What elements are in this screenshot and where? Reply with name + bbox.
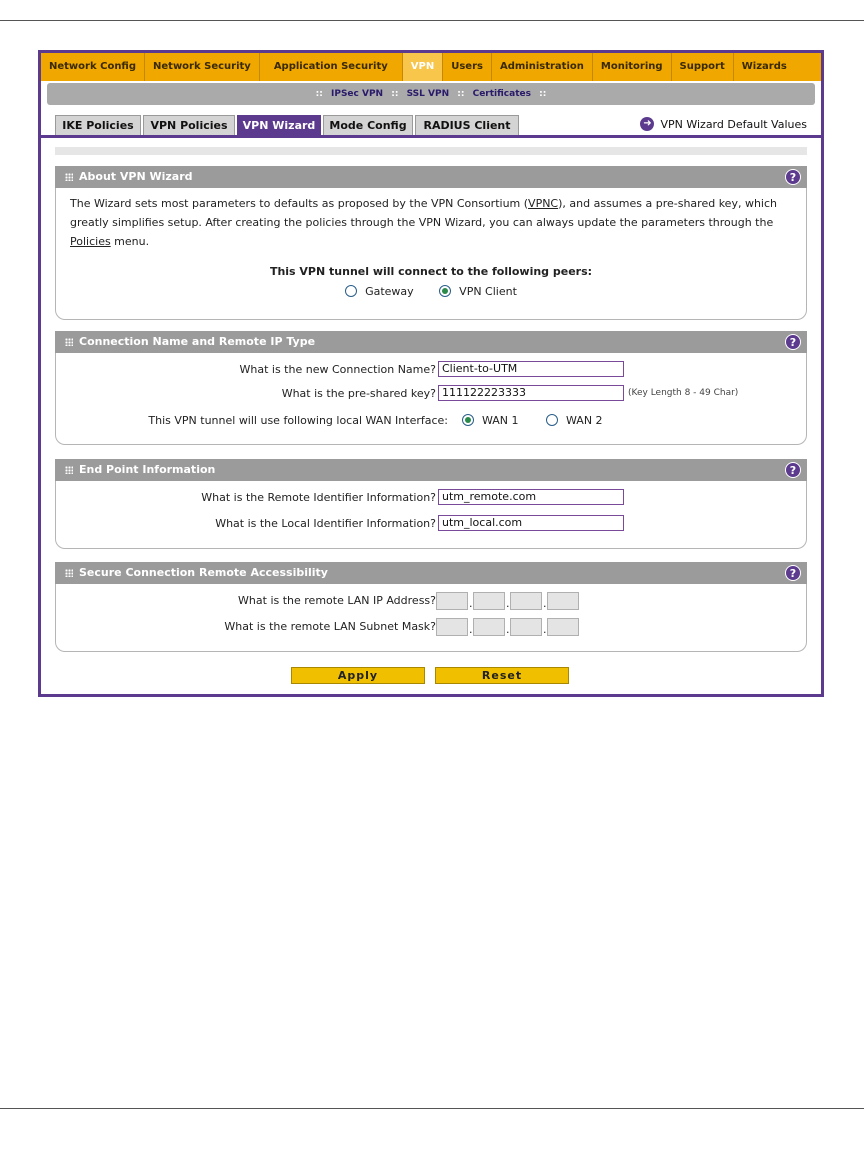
screenshot-content xyxy=(41,53,821,694)
nav-network-config[interactable]: Network Config xyxy=(41,53,145,81)
nav-vpn[interactable]: VPN xyxy=(403,53,443,81)
screenshot-frame xyxy=(38,50,824,697)
apply-button[interactable]: Apply xyxy=(291,667,425,684)
policies-link[interactable]: Policies xyxy=(70,235,111,248)
vpnc-link[interactable]: VPNC xyxy=(528,197,559,210)
subnav-certificates[interactable]: Certificates xyxy=(472,89,531,99)
local-identifier-input[interactable]: utm_local.com xyxy=(438,515,624,531)
mask-octet-4-input[interactable] xyxy=(547,618,579,636)
ip-octet-2-input[interactable] xyxy=(473,592,505,610)
subnav-ssl-vpn[interactable]: SSL VPN xyxy=(406,89,450,99)
nav-wizards[interactable]: Wizards xyxy=(741,61,787,72)
tab-vpn-wizard[interactable]: VPN Wizard xyxy=(237,115,321,135)
ip-octet-1-input[interactable] xyxy=(436,592,468,610)
mask-octet-2-input[interactable] xyxy=(473,618,505,636)
help-icon[interactable]: ? xyxy=(785,169,801,185)
key-length-hint: (Key Length 8 - 49 Char) xyxy=(628,388,739,398)
peers-label: This VPN tunnel will connect to the following peers: xyxy=(269,265,593,278)
preshared-key-input[interactable]: 111122223333 xyxy=(438,385,624,401)
section-header: End Point Information ? xyxy=(55,459,807,481)
section-header: About VPN Wizard ? xyxy=(55,166,807,188)
nav-administration[interactable]: Administration xyxy=(492,53,593,81)
tab-ike-policies[interactable]: IKE Policies xyxy=(55,115,141,135)
page-top-rule xyxy=(0,20,864,21)
nav-monitoring[interactable]: Monitoring xyxy=(593,53,672,81)
reset-button[interactable]: Reset xyxy=(435,667,569,684)
tab-vpn-policies[interactable]: VPN Policies xyxy=(143,115,235,135)
content-top-bar xyxy=(55,147,807,155)
arrow-right-icon: ➜ xyxy=(640,117,654,131)
grip-icon xyxy=(65,569,73,577)
preshared-key-row: What is the pre-shared key? 111122223333 (Key Length 8 - 49 Char) xyxy=(281,386,739,400)
help-icon[interactable]: ? xyxy=(785,334,801,350)
grip-icon xyxy=(65,466,73,474)
help-icon[interactable]: ? xyxy=(785,565,801,581)
remote-identifier-input[interactable]: utm_remote.com xyxy=(438,489,624,505)
peer-vpn-client-radio[interactable] xyxy=(439,285,451,297)
tab-radius-client[interactable]: RADIUS Client xyxy=(415,115,519,135)
section-header: Secure Connection Remote Accessibility ? xyxy=(55,562,807,584)
top-nav xyxy=(41,53,821,81)
remote-lan-mask-row: What is the remote LAN Subnet Mask? . . . xyxy=(56,618,806,636)
grip-icon xyxy=(65,338,73,346)
wan-interface-row: This VPN tunnel will use following local WAN Interface: WAN 1 WAN 2 xyxy=(148,414,603,427)
page-bottom-rule xyxy=(0,1108,864,1109)
nav-application-security[interactable]: Application Security xyxy=(260,53,403,81)
secure-connection-section xyxy=(55,562,807,652)
nav-network-security[interactable]: Network Security xyxy=(145,53,260,81)
local-identifier-row: What is the Local Identifier Information? utm_local.com xyxy=(56,515,806,533)
nav-support[interactable]: Support xyxy=(672,53,734,81)
wan1-radio[interactable] xyxy=(462,414,474,426)
end-point-section xyxy=(55,459,807,549)
sub-nav: :: IPSec VPN :: SSL VPN :: Certificates :: xyxy=(47,83,815,105)
wan2-radio[interactable] xyxy=(546,414,558,426)
mask-octet-3-input[interactable] xyxy=(510,618,542,636)
remote-identifier-row: What is the Remote Identifier Information? utm_remote.com xyxy=(56,489,806,507)
about-description: The Wizard sets most parameters to defaults as proposed by the VPN Consortium (VPNC), and assumes a pre-shared key, which greatly simplifies setup. After creating the policies through the VPN Wizard, you can always update the parameters through the Policies menu. xyxy=(70,197,777,248)
remote-lan-ip-row: What is the remote LAN IP Address? . . . xyxy=(56,592,806,610)
connection-name-input[interactable]: Client-to-UTM xyxy=(438,361,624,377)
peer-gateway-radio[interactable] xyxy=(345,285,357,297)
help-icon[interactable]: ? xyxy=(785,462,801,478)
about-vpn-wizard-section xyxy=(55,166,807,320)
section-header: Connection Name and Remote IP Type ? xyxy=(55,331,807,353)
grip-icon xyxy=(65,173,73,181)
tab-bar xyxy=(41,111,821,138)
vpn-wizard-default-values-link[interactable]: ➜ VPN Wizard Default Values xyxy=(640,117,807,131)
peers-options: Gateway VPN Client xyxy=(56,285,806,298)
nav-users[interactable]: Users xyxy=(443,53,492,81)
subnav-ipsec-vpn[interactable]: IPSec VPN xyxy=(331,89,384,99)
connection-name-row: What is the new Connection Name? Client-to-UTM xyxy=(56,361,806,379)
tab-mode-config[interactable]: Mode Config xyxy=(323,115,413,135)
mask-octet-1-input[interactable] xyxy=(436,618,468,636)
ip-octet-4-input[interactable] xyxy=(547,592,579,610)
connection-name-section xyxy=(55,331,807,445)
ip-octet-3-input[interactable] xyxy=(510,592,542,610)
